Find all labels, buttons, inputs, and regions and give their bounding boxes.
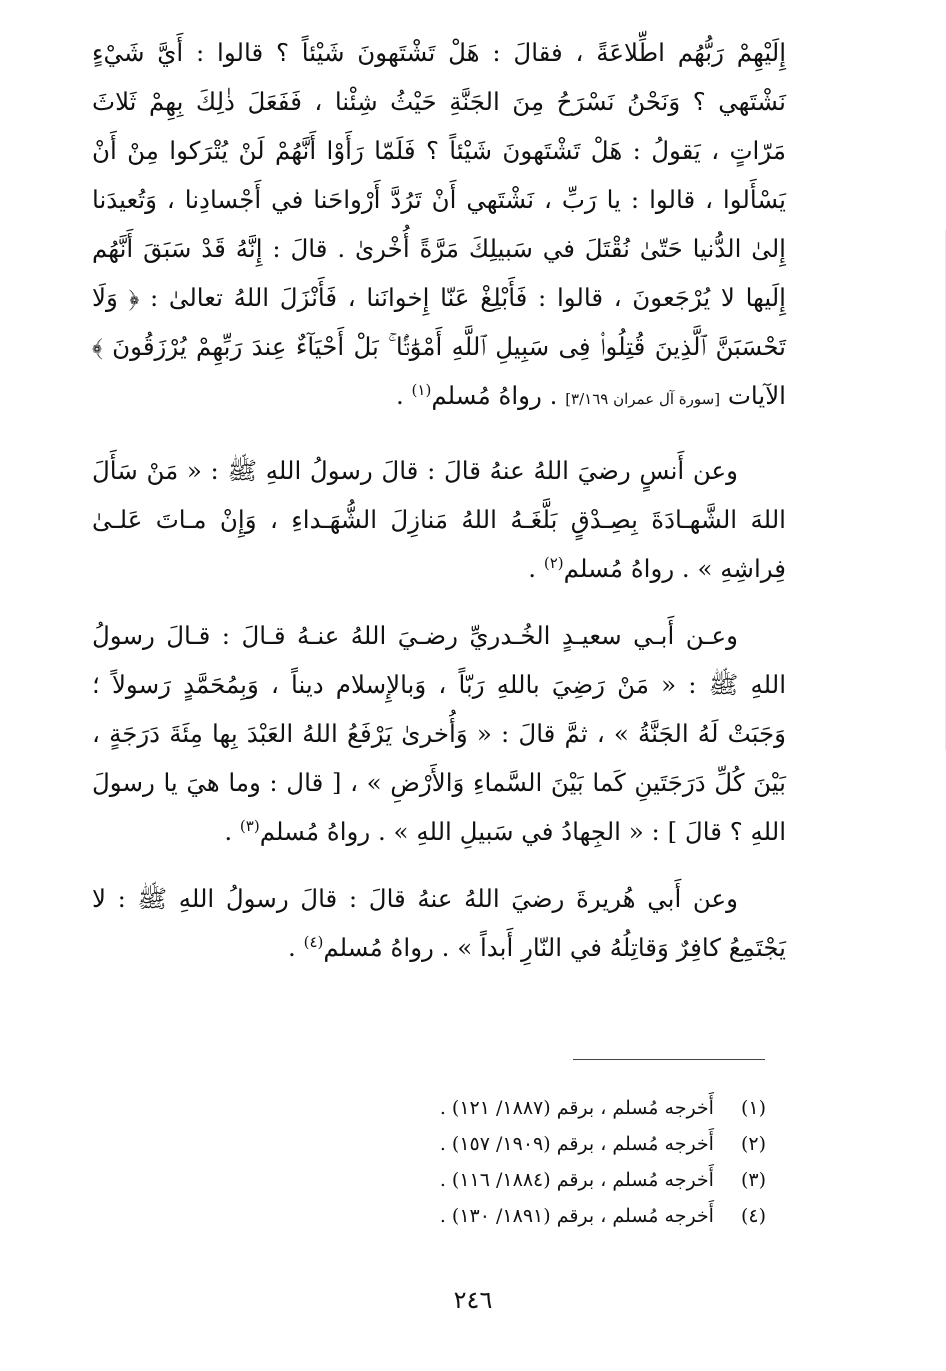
- paragraph-3: [92, 611, 786, 856]
- footnote-1: [150, 1090, 766, 1126]
- paragraph-1-text: إِلَيْهِمْ رَبُّهُم اطِّلاعَةً ، فقالَ : هَلْ تَشْتَهونَ شَيْئاً ؟ قالوا : أَيَّ شَيْءٍ نَشْتَهي ؟ وَنَحْنُ نَسْرَحُ مِنَ الجَنَّةِ حَيْثُ شِئْنا ، فَفَعَلَ ذٰلِكَ بِهِمْ ثَلاثَ مَرّاتٍ ، يَقولُ : هَلْ تَشْتَهونَ شَيْئاً ؟ فَلَمّا رَأَوْا أَنَّهُمْ لَنْ يُتْرَكوا مِنْ أَنْ يَسْأَلوا ، قالوا : يا رَبِّ ، نَشْتَهي أَنْ تَرُدَّ أَرْواحَنا في أَجْسادِنا ، وَتُعيدَنا إِلىٰ الدُّنيا حَتّىٰ نُقْتَلَ في سَبيلِكَ مَرَّةً أُخْرىٰ . قالَ : إِنَّهُ قَدْ سَبَقَ أَنَّهُم إِلَيها لا يُرْجَعونَ ، قالوا : فَأَبْلِغْ عَنّا إِخوانَنا ، فَأَنْزَلَ اللهُ تعالىٰ : ﴿ وَلَا تَحْسَبَنَّ ٱلَّذِينَ قُتِلُوا۟ فِى سَبِيلِ ٱللَّهِ أَمْوَٰتًۢا ۚ بَلْ أَحْيَآءٌ عِندَ رَبِّهِمْ يُرْزَقُونَ ﴾ الآيات: [92, 38, 786, 410]
- footnote-number-1: (١): [740, 1097, 766, 1119]
- paragraph-2-text: وعن أَنسٍ رضيَ اللهُ عنهُ قالَ : قالَ رسولُ اللهِ ﷺ : « مَنْ سَأَلَ اللهَ الشَّهـادَةَ بِصِـدْقٍ بَلَّغَـهُ اللهُ مَنازِلَ الشُّهَـداءِ ، وَإِنْ مـاتَ عَلـىٰ فِراشِهِ » . رواهُ مُسلم: [92, 456, 786, 583]
- footnotes: [150, 1090, 766, 1234]
- footnote-text-4: أَخرجه مُسلم ، برقم (١٨٩١/ ١٣٠) .: [439, 1205, 714, 1227]
- main-text: [92, 28, 786, 990]
- footnote-marker-2[interactable]: (٢): [543, 553, 564, 572]
- footnote-4: [150, 1198, 766, 1234]
- paragraph-4-text: وعن أَبي هُريرةَ رضيَ اللهُ عنهُ قالَ : قالَ رسولُ اللهِ ﷺ : لا يَجْتَمِعُ كافِرٌ وَقاتِلُهُ في النّارِ أَبداً » . رواهُ مُسلم: [92, 884, 786, 962]
- footnote-number-4: (٤): [740, 1205, 766, 1227]
- paragraph-3-end: .: [224, 817, 240, 846]
- footnote-text-2: أَخرجه مُسلم ، برقم (١٩٠٩/ ١٥٧) .: [439, 1133, 714, 1155]
- paragraph-3-text: وعـن أَبـي سعيـدٍ الخُـدريِّ رضـيَ اللهُ عنـهُ قـالَ : قـالَ رسولُ اللهِ ﷺ : « مَنْ رَضِيَ باللهِ رَبّاً ، وَبالإِسلام ديناً ، وَبِمُحَمَّدٍ رَسولاً ؛ وَجَبَتْ لَهُ الجَنَّةُ » ، ثمَّ قالَ : « وَأُخرىٰ يَرْفَعُ اللهُ العَبْدَ بِها مِئَةَ دَرَجَةٍ ، بَيْنَ كُلِّ دَرَجَتَينِ كَما بَيْنَ السَّماءِ وَالأَرْضِ » ، [ قال : وما هيَ يا رسولَ اللهِ ؟ قالَ ] : « الجِهادُ في سَبيلِ اللهِ » . رواهُ مُسلم: [92, 621, 786, 846]
- footnote-text-3: أَخرجه مُسلم ، برقم (١٨٨٤/ ١١٦) .: [439, 1169, 714, 1191]
- footnote-2: [150, 1126, 766, 1162]
- footnote-text-1: أَخرجه مُسلم ، برقم (١٨٨٧/ ١٢١) .: [439, 1097, 714, 1119]
- paragraph-1-end: .: [395, 381, 412, 410]
- footnote-marker-1[interactable]: (١): [411, 380, 432, 399]
- footnote-number-3: (٣): [740, 1169, 766, 1191]
- paragraph-2-end: .: [528, 554, 544, 583]
- paragraph-2: [92, 446, 786, 593]
- quran-reference: [سورة آل عمران ٣/١٦٩]: [565, 390, 721, 408]
- footnote-3: [150, 1162, 766, 1198]
- paragraph-4: [92, 874, 786, 972]
- footnote-number-2: (٢): [740, 1133, 766, 1155]
- paragraph-4-end: .: [288, 933, 304, 962]
- footnote-divider: [573, 1059, 765, 1060]
- paragraph-1-tail: . رواهُ مُسلم: [431, 381, 566, 410]
- footnote-marker-4[interactable]: (٤): [303, 932, 324, 951]
- footnote-marker-3[interactable]: (٣): [239, 816, 260, 835]
- paragraph-1: [92, 28, 786, 424]
- page-number: ٢٤٦: [453, 1286, 493, 1314]
